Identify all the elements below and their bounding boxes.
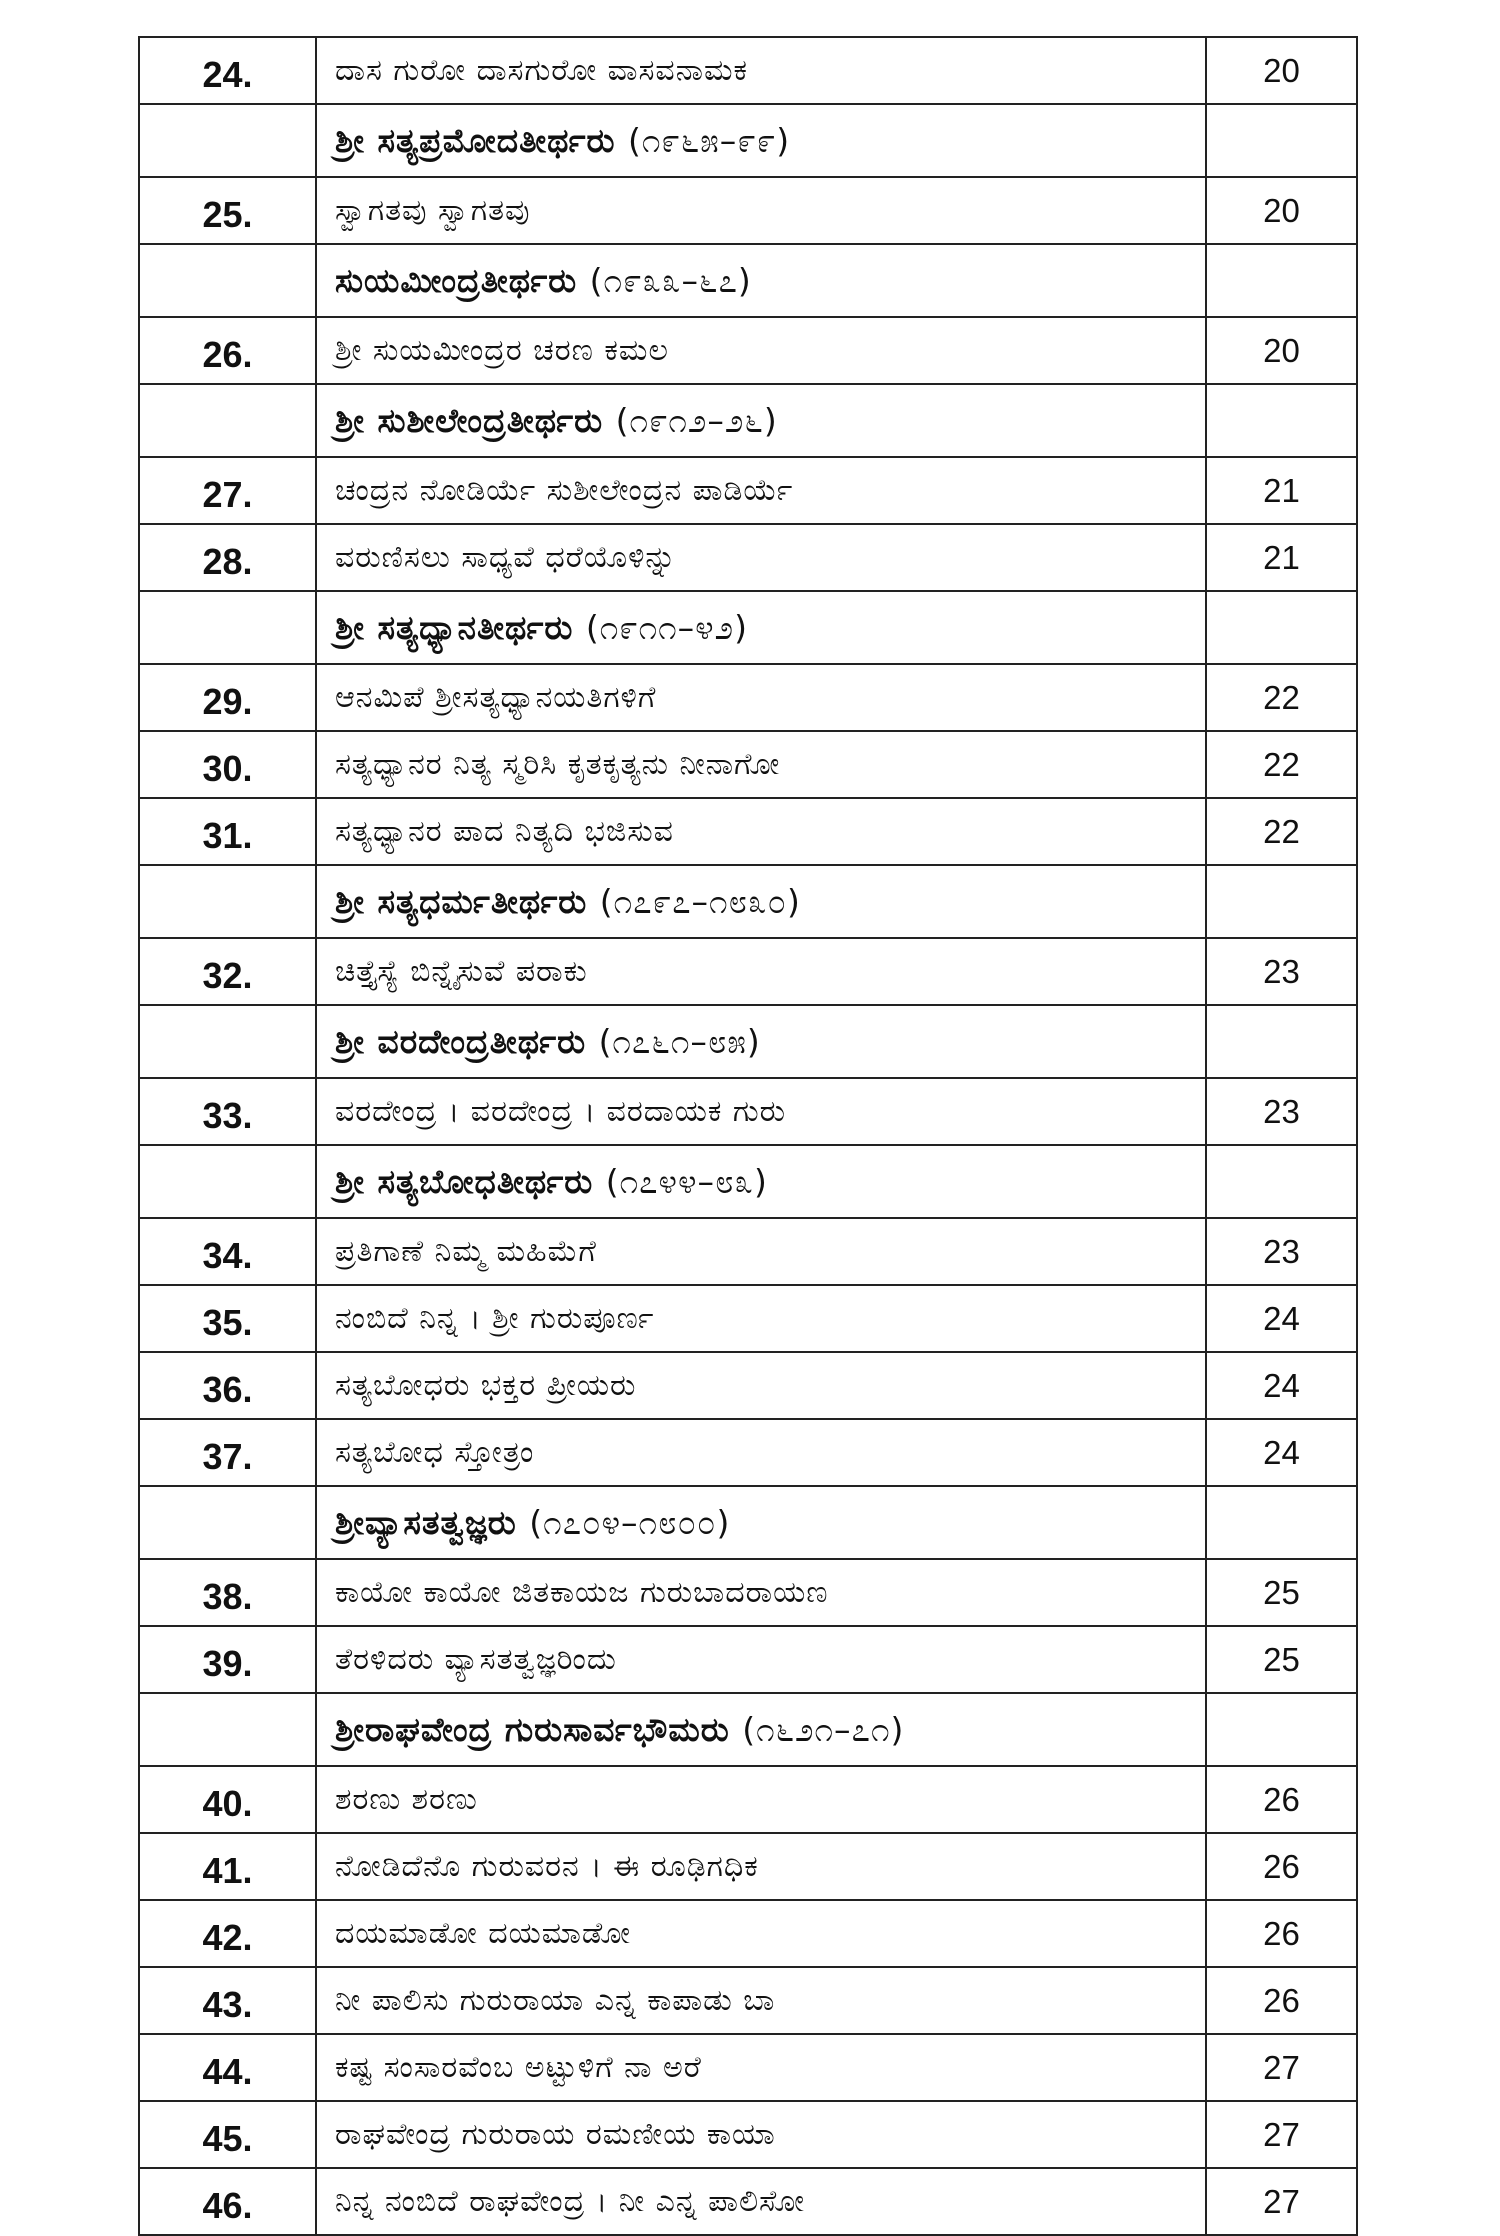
page-number: 23 xyxy=(1206,1218,1357,1285)
song-number: 46. xyxy=(139,2168,316,2235)
page-number: 25 xyxy=(1206,1626,1357,1693)
page-number xyxy=(1206,591,1357,664)
page-number xyxy=(1206,1693,1357,1766)
song-title: ಕಷ್ಟ ಸಂಸಾರವೆಂಬ ಅಟ್ಟುಳಿಗೆ ನಾ ಅರೆ xyxy=(316,2034,1206,2101)
section-heading xyxy=(316,244,1206,317)
song-title: ಕಾಯೋ ಕಾಯೋ ಜಿತಕಾಯಜ ಗುರುಬಾದರಾಯಣ xyxy=(316,1559,1206,1626)
song-number: 40. xyxy=(139,1766,316,1833)
song-row xyxy=(139,37,1357,104)
song-number xyxy=(139,384,316,457)
page-number: 21 xyxy=(1206,524,1357,591)
section-heading-row xyxy=(139,1486,1357,1559)
song-row xyxy=(139,664,1357,731)
song-title: ನೀ ಪಾಲಿಸು ಗುರುರಾಯಾ ಎನ್ನ ಕಾಪಾಡು ಬಾ xyxy=(316,1967,1206,2034)
section-heading xyxy=(316,104,1206,177)
song-title: ಆನಮಿಪೆ ಶ್ರೀಸತ್ಯಧ್ಯಾನಯತಿಗಳಿಗೆ xyxy=(316,664,1206,731)
song-number: 43. xyxy=(139,1967,316,2034)
song-title: ಶರಣು ಶರಣು xyxy=(316,1766,1206,1833)
song-title: ವರುಣಿಸಲು ಸಾಧ್ಯವೆ ಧರೆಯೊಳಿನ್ನು xyxy=(316,524,1206,591)
song-row xyxy=(139,1419,1357,1486)
page-number: 21 xyxy=(1206,457,1357,524)
section-heading-row xyxy=(139,1005,1357,1078)
section-heading-years: (೧೬೨೧–೭೧) xyxy=(742,1709,905,1749)
section-heading xyxy=(316,1005,1206,1078)
song-number: 33. xyxy=(139,1078,316,1145)
section-heading-name: ಶ್ರೀ ಸತ್ಯಬೋಧತೀರ್ಥರು xyxy=(335,1161,594,1201)
contents-table xyxy=(138,36,1358,2236)
song-row xyxy=(139,1900,1357,1967)
song-number xyxy=(139,591,316,664)
song-title: ಸ್ವಾಗತವು ಸ್ವಾಗತವು xyxy=(316,177,1206,244)
page-number: 27 xyxy=(1206,2034,1357,2101)
section-heading xyxy=(316,1486,1206,1559)
section-heading-years: (೧೭೦೪–೧೮೦೦) xyxy=(529,1502,731,1542)
section-heading-years: (೧೯೩೩–೬೭) xyxy=(589,260,752,300)
song-row xyxy=(139,317,1357,384)
section-heading-years: (೧೯೧೨–೨೬) xyxy=(615,400,778,440)
song-number: 36. xyxy=(139,1352,316,1419)
song-number: 44. xyxy=(139,2034,316,2101)
song-number xyxy=(139,104,316,177)
section-heading-row xyxy=(139,865,1357,938)
song-row xyxy=(139,1218,1357,1285)
song-number: 37. xyxy=(139,1419,316,1486)
song-number: 26. xyxy=(139,317,316,384)
page-number: 24 xyxy=(1206,1352,1357,1419)
section-heading-name: ಶ್ರೀ ಸುಶೀಲೇಂದ್ರತೀರ್ಥರು xyxy=(335,400,604,440)
song-number: 34. xyxy=(139,1218,316,1285)
song-number: 38. xyxy=(139,1559,316,1626)
section-heading xyxy=(316,591,1206,664)
song-number: 42. xyxy=(139,1900,316,1967)
section-heading-row xyxy=(139,591,1357,664)
song-number: 24. xyxy=(139,37,316,104)
page-number: 24 xyxy=(1206,1419,1357,1486)
song-title: ಶ್ರೀ ಸುಯಮೀಂದ್ರರ ಚರಣ ಕಮಲ xyxy=(316,317,1206,384)
page-number: 20 xyxy=(1206,177,1357,244)
page-number: 22 xyxy=(1206,731,1357,798)
song-number: 31. xyxy=(139,798,316,865)
song-row xyxy=(139,1559,1357,1626)
song-number: 28. xyxy=(139,524,316,591)
page-number xyxy=(1206,1005,1357,1078)
page-number xyxy=(1206,1486,1357,1559)
song-title: ಚಿತ್ತೈಸ್ಯೆ ಬಿನ್ನೈಸುವೆ ಪರಾಕು xyxy=(316,938,1206,1005)
section-heading-years: (೧೯೬೫–೯೯) xyxy=(627,120,791,160)
page-number: 20 xyxy=(1206,317,1357,384)
page-number: 26 xyxy=(1206,1833,1357,1900)
song-number: 32. xyxy=(139,938,316,1005)
song-row xyxy=(139,1833,1357,1900)
song-number xyxy=(139,244,316,317)
song-title: ಚಂದ್ರನ ನೋಡಿರ್ಯೆ ಸುಶೀಲೇಂದ್ರನ ಪಾಡಿರ್ಯೆ xyxy=(316,457,1206,524)
song-title: ಸತ್ಯಧ್ಯಾನರ ಪಾದ ನಿತ್ಯದಿ ಭಜಿಸುವ xyxy=(316,798,1206,865)
section-heading-years: (೧೭೪೪–೮೩) xyxy=(605,1161,768,1201)
section-heading-row xyxy=(139,244,1357,317)
section-heading xyxy=(316,1693,1206,1766)
page-number: 24 xyxy=(1206,1285,1357,1352)
song-title: ನಂಬಿದೆ ನಿನ್ನ । ಶ್ರೀ ಗುರುಪೂರ್ಣ xyxy=(316,1285,1206,1352)
song-title: ಸತ್ಯಬೋಧರು ಭಕ್ತರ ಪ್ರೀಯರು xyxy=(316,1352,1206,1419)
song-number: 39. xyxy=(139,1626,316,1693)
page-number: 20 xyxy=(1206,37,1357,104)
page-number: 27 xyxy=(1206,2101,1357,2168)
section-heading xyxy=(316,865,1206,938)
song-row xyxy=(139,1078,1357,1145)
section-heading-row xyxy=(139,104,1357,177)
song-title: ನಿನ್ನ ನಂಬಿದೆ ರಾಘವೇಂದ್ರ । ನೀ ಎನ್ನ ಪಾಲಿಸೋ xyxy=(316,2168,1206,2235)
song-title: ದಾಸ ಗುರೋ ದಾಸಗುರೋ ವಾಸವನಾಮಕ xyxy=(316,37,1206,104)
song-number: 27. xyxy=(139,457,316,524)
page-number: 25 xyxy=(1206,1559,1357,1626)
song-row xyxy=(139,731,1357,798)
song-number xyxy=(139,1145,316,1218)
song-row xyxy=(139,457,1357,524)
page-number: 23 xyxy=(1206,1078,1357,1145)
song-title: ತೆರಳಿದರು ವ್ಯಾಸತತ್ವಜ್ಞರಿಂದು xyxy=(316,1626,1206,1693)
song-title: ವರದೇಂದ್ರ । ವರದೇಂದ್ರ । ವರದಾಯಕ ಗುರು xyxy=(316,1078,1206,1145)
song-row xyxy=(139,2034,1357,2101)
section-heading-name: ಶ್ರೀವ್ಯಾಸತತ್ವಜ್ಞರು xyxy=(335,1502,517,1542)
page-number: 23 xyxy=(1206,938,1357,1005)
page-number xyxy=(1206,104,1357,177)
section-heading-row xyxy=(139,1145,1357,1218)
section-heading-row xyxy=(139,384,1357,457)
song-row xyxy=(139,1285,1357,1352)
song-number xyxy=(139,1693,316,1766)
song-row xyxy=(139,938,1357,1005)
page-number: 22 xyxy=(1206,798,1357,865)
song-number xyxy=(139,865,316,938)
song-number: 45. xyxy=(139,2101,316,2168)
song-number: 35. xyxy=(139,1285,316,1352)
song-row xyxy=(139,1626,1357,1693)
section-heading-name: ಶ್ರೀ ಸತ್ಯಪ್ರಮೋದತೀರ್ಥರು xyxy=(335,120,616,160)
section-heading xyxy=(316,384,1206,457)
song-row xyxy=(139,1352,1357,1419)
contents-table-body xyxy=(139,37,1357,2235)
page-number: 26 xyxy=(1206,1766,1357,1833)
section-heading xyxy=(316,1145,1206,1218)
song-row xyxy=(139,798,1357,865)
song-row xyxy=(139,2101,1357,2168)
page-number: 26 xyxy=(1206,1900,1357,1967)
song-number: 41. xyxy=(139,1833,316,1900)
song-row xyxy=(139,1967,1357,2034)
page-number xyxy=(1206,1145,1357,1218)
song-number: 29. xyxy=(139,664,316,731)
song-title: ರಾಘವೇಂದ್ರ ಗುರುರಾಯ ರಮಣೀಯ ಕಾಯಾ xyxy=(316,2101,1206,2168)
section-heading-years: (೧೭೯೭–೧೮೩೦) xyxy=(599,881,801,921)
page-number xyxy=(1206,865,1357,938)
song-number: 30. xyxy=(139,731,316,798)
section-heading-row xyxy=(139,1693,1357,1766)
page-number: 27 xyxy=(1206,2168,1357,2235)
song-title: ದಯಮಾಡೋ ದಯಮಾಡೋ xyxy=(316,1900,1206,1967)
song-number: 25. xyxy=(139,177,316,244)
section-heading-years: (೧೭೬೧–೮೫) xyxy=(598,1021,761,1061)
song-title: ಸತ್ಯಬೋಧ ಸ್ತೋತ್ರಂ xyxy=(316,1419,1206,1486)
song-row xyxy=(139,2168,1357,2235)
song-title: ಸತ್ಯಧ್ಯಾನರ ನಿತ್ಯ ಸ್ಮರಿಸಿ ಕೃತಕೃತ್ಯನು ನೀನಾಗೋ xyxy=(316,731,1206,798)
section-heading-name: ಶ್ರೀರಾಘವೇಂದ್ರ ಗುರುಸಾರ್ವಭೌಮರು xyxy=(335,1709,730,1749)
section-heading-name: ಶ್ರೀ ಸತ್ಯಧ್ಯಾನತೀರ್ಥರು xyxy=(335,607,574,647)
section-heading-name: ಶ್ರೀ ವರದೇಂದ್ರತೀರ್ಥರು xyxy=(335,1021,587,1061)
song-row xyxy=(139,1766,1357,1833)
song-number xyxy=(139,1005,316,1078)
song-number xyxy=(139,1486,316,1559)
song-row xyxy=(139,177,1357,244)
section-heading-name: ಸುಯಮೀಂದ್ರತೀರ್ಥರು xyxy=(335,260,578,300)
page-number: 22 xyxy=(1206,664,1357,731)
song-row xyxy=(139,524,1357,591)
page-number: 26 xyxy=(1206,1967,1357,2034)
page-number xyxy=(1206,244,1357,317)
section-heading-name: ಶ್ರೀ ಸತ್ಯಧರ್ಮತೀರ್ಥರು xyxy=(335,881,588,921)
section-heading-years: (೧೯೧೧–೪೨) xyxy=(585,607,748,647)
song-title: ಪ್ರತಿಗಾಣೆ ನಿಮ್ಮ ಮಹಿಮೆಗೆ xyxy=(316,1218,1206,1285)
song-title: ನೋಡಿದೆನೊ ಗುರುವರನ । ಈ ರೂಢಿಗಧಿಕ xyxy=(316,1833,1206,1900)
page-number xyxy=(1206,384,1357,457)
